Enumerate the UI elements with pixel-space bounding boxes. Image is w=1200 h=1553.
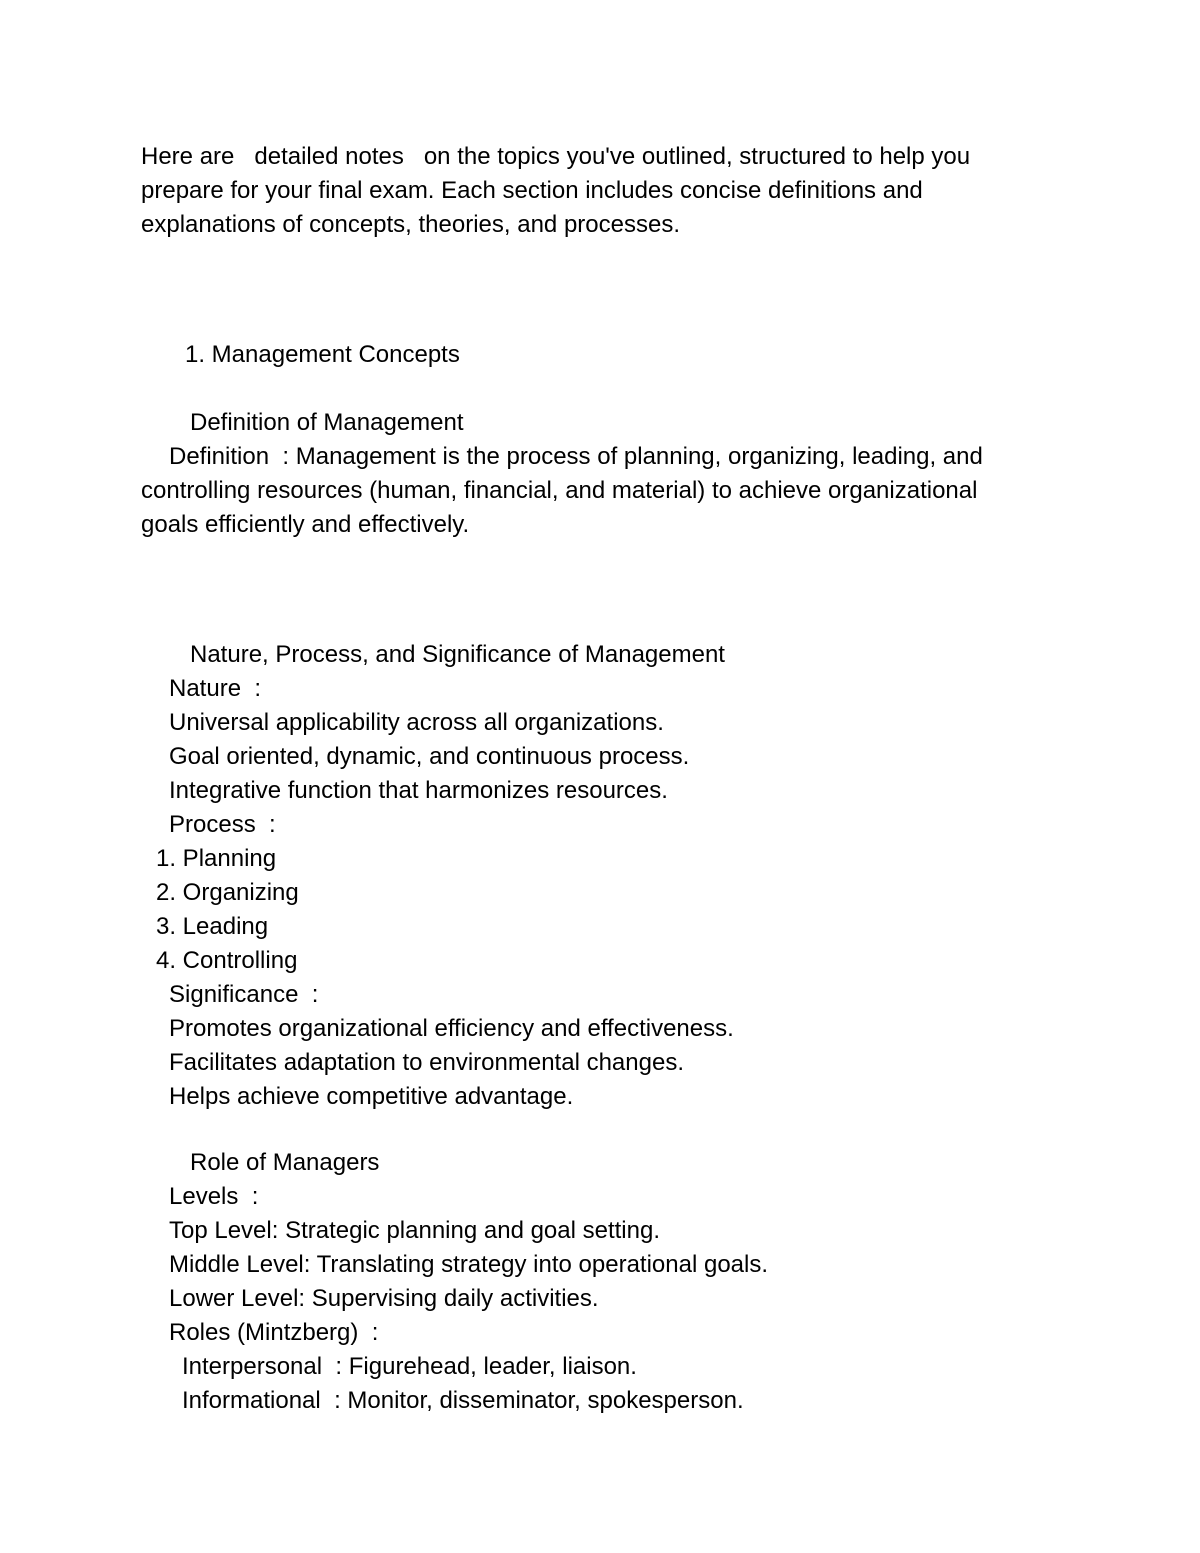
intro-line-3: explanations of concepts, theories, and processes. <box>141 211 680 238</box>
significance-point: Promotes organizational efficiency and effectiveness. <box>169 1015 734 1042</box>
process-label: Process : <box>169 811 276 838</box>
significance-label: Significance : <box>169 981 319 1008</box>
process-step: 3. Leading <box>156 913 269 940</box>
level-item: Top Level: Strategic planning and goal setting. <box>169 1217 661 1244</box>
definition-line-2: controlling resources (human, financial, and material) to achieve organizational <box>141 477 978 504</box>
roles-label: Roles (Mintzberg) : <box>169 1319 379 1346</box>
process-step: 2. Organizing <box>156 879 299 906</box>
definition-line-1: Definition : Management is the process of planning, organizing, leading, and <box>169 443 983 470</box>
process-step: 4. Controlling <box>156 947 298 974</box>
levels-label: Levels : <box>169 1183 259 1210</box>
definition-line-3: goals efficiently and effectively. <box>141 511 470 538</box>
nature-label: Nature : <box>169 675 262 702</box>
role-item: Informational : Monitor, disseminator, spokesperson. <box>182 1387 744 1414</box>
definition-subheading: Definition of Management <box>190 409 464 436</box>
intro-line-1: Here are detailed notes on the topics you've outlined, structured to help you <box>141 143 971 170</box>
intro-line-2: prepare for your final exam. Each section includes concise definitions and <box>141 177 923 204</box>
level-item: Middle Level: Translating strategy into operational goals. <box>169 1251 769 1278</box>
significance-point: Facilitates adaptation to environmental changes. <box>169 1049 684 1076</box>
level-item: Lower Level: Supervising daily activities. <box>169 1285 599 1312</box>
process-step: 1. Planning <box>156 845 277 872</box>
significance-point: Helps achieve competitive advantage. <box>169 1083 574 1110</box>
nature-point: Goal oriented, dynamic, and continuous process. <box>169 743 690 770</box>
nature-point: Universal applicability across all organizations. <box>169 709 664 736</box>
nature-point: Integrative function that harmonizes resources. <box>169 777 668 804</box>
nature-process-subheading: Nature, Process, and Significance of Management <box>190 641 725 668</box>
role-item: Interpersonal : Figurehead, leader, liaison. <box>182 1353 637 1380</box>
section-heading: 1. Management Concepts <box>185 341 460 368</box>
role-of-managers-subheading: Role of Managers <box>190 1149 380 1176</box>
